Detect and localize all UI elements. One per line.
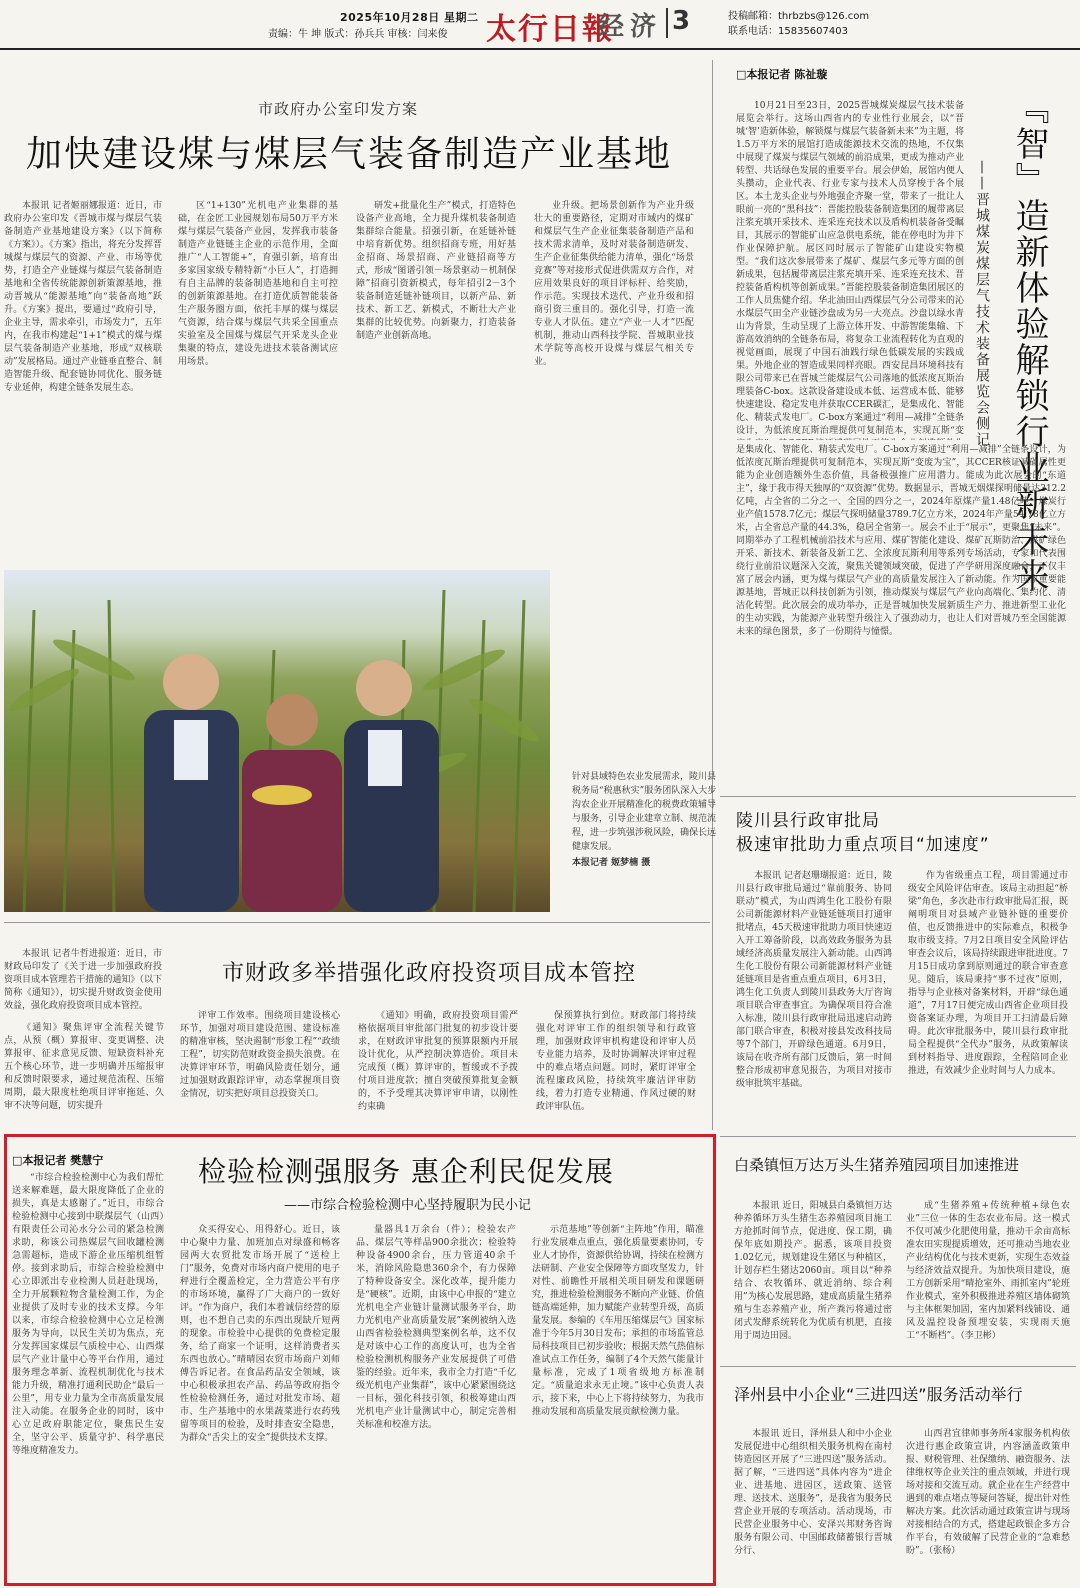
lingchuan-col-2 <box>908 870 1068 1125</box>
lingchuan-headline-2: 极速审批助力重点项目“加速度” <box>736 835 990 855</box>
jianyan-col-3-text: 量器具1万余台（件）；检验农产品、煤层气等样品900余批次；检验特种设备4900余台，压力管道40余千米，消除风险隐患360余个，有力保障了特种设备安全。深化改革，提升能力是“硬核”。近期，由该中心申报的“建立光机电全产业链计量测试服务平台，助力光机电产业高质量发展”案例被纳入选山西省检验检测典型案例名单，这不仅是对该中心工作的高度认可，也为全省检验检测机构服务产业发展提供了可借鉴的经验。近年来，我市全力打造“千亿级光机电产业集群”，该中心紧紧围绕这一目标，强化科技引领，积极筹建山西光机电产业计量测试中心，制定完善相关标准和校准方法。 <box>356 1225 516 1430</box>
zezhou-col-1 <box>734 1428 892 1582</box>
lead-headline: 加快建设煤与煤层气装备制造产业基地 <box>26 134 673 175</box>
jianyan-col-2 <box>180 1224 340 1580</box>
lingchuan-col-2-text: 作为省级重点工程，项目需通过市级安全风险评估审查。该局主动担起“桥梁”角色，多次赴市行政审批局汇报，既阐明项目对县域产业链补链的重要价值，也反馈推进中的实际难点，积极争取市级支持。7月2日项目安全风险评估审查会议后，该局持续跟进审批进度。7月15日成功拿到原则通过的联合审查意见。随后，该局秉持“事不过夜”原则，指导与企业核对备案材料，开辟“绿色通道”，7月17日便完成山西省企业项目投资备案证办理，为项目开工扫清最后障碍。此次审批服务中，陵川县行政审批局全程提供“全代办”服务，从政策解读到材料指导、进度跟踪，全程陪同企业推进，有效减少企业时间与人力成本。 <box>908 871 1068 1076</box>
newspaper-logo: 太行日報 <box>486 12 614 47</box>
finance-col-2 <box>180 1010 340 1126</box>
finance-col-1 <box>4 1022 164 1126</box>
jianyan-col-4-text: 示范基地”等创新“主阵地”作用，瞄准行业发展难点重点，强化质量要素协同，专业人才协作，资源供给协调，持续在检测方法研制、产业安全保障等方面攻坚发力，针对性、前瞻性开展相关项目研发和课题研究，推进检验检测服务不断向产业链、价值链高端延伸，加力赋能产业转型升级，高质量发展。参编的《车用压缩煤层气》国家标准于今年5月30日发布；承担的市场监管总局科技项目已初步验收；根据天然气热值标准试点工作任务，编制了4个天然气能量计量标准，完成了1项省级地方标准制定。“质量追求永无止境。”该中心负责人表示，接下来，中心上下将持续努力，为我市推动发展和高质量发展贡献检测力量。 <box>532 1225 704 1417</box>
feature-body-top <box>736 100 964 440</box>
jianyan-subtitle: ——市综合检验检测中心坚持履职为民小记 <box>284 1198 532 1213</box>
finance-col-3 <box>358 1010 518 1126</box>
baisang-headline: 白桑镇恒万达万头生猪养殖园项目加速推进 <box>734 1156 1020 1174</box>
jianyan-col-3 <box>356 1224 516 1580</box>
lead-col-4 <box>534 200 694 532</box>
finance-col-4 <box>536 1010 696 1126</box>
photo-credit: 本报记者 姬梦楠 摄 <box>572 858 651 868</box>
feature-body-bottom <box>736 444 1066 784</box>
feature-body-text: 10月21日至23日，2025晋城煤炭煤层气技术装备展览会举行。这场山西省内的专业性行业展会，以“晋城‘智’造新体验，解锁煤与煤层气装备新未来”为主题，将1.5万平方米的展馆打造成能源技术交流的热地，不仅集中展现了煤炭与煤层气领域的前沿成果，更成为推动产业转型、共话绿色发展的重要平台。展会伊始，展馆内便人头攒动，企业代表、行业专家与技术人员穿梭于各个展区。本土龙头企业与外地强企齐聚一堂，带来了一批让人眼前一亮的“黑科技”：晋能控股装备制造集团的履带离层注浆充填开采技术、连采连充技术以及盾构机装备备受瞩目，其展示的智能矿山应急供电系统，能在停电时为井下作业保障护航。展区同时展示了智能矿山建设实物模型。“我们这次参展带来了煤矿、煤层气多元等方面的创新成果，包括履带离层注浆充填开采、连采连充技术、晋控装备盾构机等创新成果。”晋能控股装备制造集团展区的工作人员焦健介绍。华北油田山西煤层气分公司带来的沁水煤层气田全产业链沙盘成为另一大亮点。沙盘以绿水青山为背景，生动呈现了上游立体开发、中游智能集输、下游高效消纳的全链条布局，将复杂工业流程转化为直观的视觉画面，展现了中国石油践行绿色低碳发展的实践成果。外地企业的智造成果同样亮眼。西安昆昌环境科技有限公司带来已在晋城兰能煤层气公司落地的低浓度瓦斯治理装备C-box。这款设备建设成本低、运营成本低、能够快速建设、稳定发电并获取CCER碳汇，是集成化、智能化、精装式发电厂。C-box方案通过“利用—减排”全链条设计，为低浓度瓦斯治理提供可复制范本，实现瓦斯“变 <box>736 101 964 436</box>
jianyan-headline: 检验检测强服务 惠企利民促发展 <box>198 1155 614 1188</box>
masthead-divider <box>666 8 668 38</box>
section-name: 经济 <box>598 12 663 42</box>
lead-kicker: 市政府办公室印发方案 <box>258 100 419 118</box>
baisang-col-1 <box>734 1200 892 1358</box>
finance-col-4-text: 保预算执行到位。财政部门将持续强化对评审工作的组织领导和行政管理，加强财政评审机构建设和评审人员专业能力培养，及时协调解决评审过程中的难点堵点问题。同时，紧盯评审全流程廉政风险，持续筑牢廉洁评审防线，着力打造专业精通、作风过硬的财政评审队伍。 <box>536 1011 696 1112</box>
photo-illustration <box>4 570 550 912</box>
lead-col-2 <box>178 200 338 532</box>
column-divider <box>712 60 713 1130</box>
baisang-col-2 <box>906 1200 1070 1358</box>
jianyan-col-1 <box>12 1172 164 1580</box>
lead-col-1-text: 本报讯 记者姬丽娜报道：近日，市政府办公室印发《晋城市煤与煤层气装备制造产业基地建设方案》（以下简称《方案》）。《方案》指出，将充分发挥晋城煤与煤层气的资源、产业、市场等优势，打造全产业链煤与煤层气装备制造基地和全省传统能源创新策源基地，推动晋城从“能源基地”向“装备高地”跃升。《方案》提出，要通过“政府引导，企业主导，需求牵引，市场发力”，五年内，在我市构建起“1+1”模式的煤与煤层气装备制造产业基地，形成“双核联动”发展格局。通过产业链垂直整合、制造智能升级、配套链协同优化、服务链专业延伸，构建全链条发展生态。 <box>4 201 162 393</box>
lingchuan-headline-1: 陵川县行政审批局 <box>736 811 880 831</box>
masthead <box>0 0 1080 50</box>
editor-credits: 责编：牛 坤 版式：孙兵兵 审核：闫来俊 <box>268 29 448 40</box>
zezhou-divider <box>720 1366 1076 1367</box>
feature-subtitle: ——晋城煤炭煤层气技术装备展览会侧记 <box>974 160 990 448</box>
lead-col-3 <box>356 200 516 532</box>
page-number: 3 <box>672 6 691 36</box>
baisang-col-2-text: 成“生猪养殖+传统种植+绿色农业”三位一体的生态农业布局。这一模式不仅可减少化肥使用量，推动干余亩高标准农田实现提质增效，还可推动当地农业产业结构优化与技术更新，实现生态效益与经济效益双提升。为加快项目建设，施工方创新采用“晴抢室外、雨抓室内”轮班作业模式，室外积极推进养殖区墙体砌筑与主体框架加固，室内加紧料线铺设、通风及温控设备预埋安装，实现雨天施工“不断档”。（李卫彬） <box>906 1201 1070 1341</box>
news-photo <box>4 570 550 912</box>
lead-col-1 <box>4 200 162 532</box>
photo-caption <box>572 770 722 870</box>
feature-title: 『智』造新体验解锁行业新未来 <box>1009 90 1049 594</box>
finance-col-3-text: 《通知》明确，政府投资项目需严格依据项目审批部门批复的初步设计要求，在财政评审批复的预算限额内开展设计优化，从严控制决算造价。项目未完成预（概）算评审的，暂缓或不予拨付项目进度款；擅自突破预算批复金额的，不予受理其决算评审申请，以刚性约束确 <box>358 1011 518 1112</box>
contact-phone: 联系电话：15835607403 <box>728 26 848 37</box>
issue-date: 2025年10月28日 星期二 <box>340 11 479 24</box>
zezhou-col-1-text: 本报讯 近日，泽州县人和中小企业发展促进中心组织相关服务机构在南村铸造园区开展了“三进四送”服务活动。据了解，“三进四送”具体内容为“进企业、进基地、进园区，送政策、送管理、送技术、送服务”，是我省为服务民营企业开展的专项活动。活动现场，市民营企业服务中心、安泽兴邦财务咨询服务有限公司、中国邮政储蓄银行晋城分行、 <box>734 1429 892 1556</box>
finance-divider <box>4 922 710 923</box>
baisang-divider <box>720 1136 1076 1137</box>
finance-col-2-text: 评审工作效率。围绕项目建设核心环节，加强对项目建设范围、建设标准的精准审核，坚决遏制“形象工程”“政绩工程”，切实防范财政资金损失浪费。在决算评审环节，明确风险责任划分，通过加强财政跟踪评审，动态掌握项目资金情况，切实把好项目总投资关口。 <box>180 1011 340 1099</box>
feature-byline: □本报记者 陈祉璇 <box>736 68 828 81</box>
feature-body-continued: 是集成化、智能化、精装式发电厂。C-box方案通过“利用—减排”全链条设计，为低浓度瓦斯治理提供可复制范本，实现瓦斯“变废为宝”，其CCER核证减碳属性更能为企业创造额外生态价值，具备极强推广应用潜力。能成为此次展会的“东道主”，缘于我市得天独厚的“双资源”优势。数据显示，晋城无烟煤探明储量达312.2亿吨，占全省的二分之一、全国的四分之一，2024年原煤产量1.48亿吨，煤炭行业产值1578.7亿元；煤层气探明储量3789.7亿立方米，2024年产量54.78亿立方米，占全省总产量的44.3%，稳居全省第一。展会不止于“展示”，更聚焦“未来”。同期举办了工程机械前沿技术与应用、煤矿智能化建设、煤矿瓦斯防治、煤矿绿色开采、新技术、新装备及新工艺、全浓度瓦斯利用等系列专场活动，专家和代表围绕行业前沿议题深入交流，聚焦关键领域突破，促进了产学研用深度融合，不仅丰富了展会内涵，更为煤与煤层气产业的高质量发展注入了新动能。作为国家重要能源基地，晋城正以科技创新为引领，推动煤炭与煤层气产业向高端化、集约化、清洁化转型。此次展会的成功举办，正是晋城加快发展新质生产力、推进新型工业化的生动实践，为能源产业转型升级注入了强劲动力，也让人们对晋城乃至全国能源未来的绿色图景，多了一份期待与憧憬。 <box>736 445 1066 637</box>
zezhou-col-2-text: 山西君宜律师事务所4家服务机构依次进行惠企政策宣讲，内容涵盖政策申报、财税管理、社保缴纳、融资服务、法律维权等企业关注的重点领域，并进行现场对接和交流互动。就企业在生产经营中遇到的难点堵点等疑问答疑，提出针对性解决方案。此次活动通过政策宣讲与现场对接相结合的方式，搭建起政银企多方合作平台，有效破解了民营企业的“急难愁盼”。（张杨） <box>906 1429 1070 1556</box>
zezhou-col-2 <box>906 1428 1070 1582</box>
lead-col-4-text: 业升级。把场景创新作为产业升级壮大的重要路径，定期对市域内的煤矿和煤层气生产企业征集装备制造产品和技术需求清单，及时对装备制造研发、生产企业征集供给能力清单，强化“场景竞赛”等对接形式促进供需双方合作，对应用效果良好的项目评标杆、给奖励，作示范。实现技术迭代、产业升级和招商引资三重目的。强化引导，打造一流专业人才队伍。建立“产业一人才”匹配机制，推动山西科技学院、晋城职业技术学院等高校开设煤与煤层气相关专业。 <box>534 201 694 367</box>
finance-headline: 市财政多举措强化政府投资项目成本管控 <box>222 961 637 986</box>
contact-email: 投稿邮箱：thrbzbs@126.com <box>728 11 870 22</box>
lingchuan-col-1-text: 本报讯 记者赵珊瑚报道：近日，陵川县行政审批局通过“靠前服务、协同联动”模式，为山西鸿生化工股份有限公司新能源材料产业链延链项目打通审批堵点，45天极速审批助力项目快速迈入开工筹备阶段，以高效政务服务为县域经济高质量发展注入新动能。山西鸿生化工股份有限公司新能源材料产业链延链项目是省重点重点项目，6月3日，鸿生化工负责人到陵川县政务大厅咨询项目联合审查事宜。为确保项目符合准入标准，陵川县行政审批局迅速启动跨部门联合审查，积极对接县发改科技局等7个部门，开辟绿色通道。6月9日，该局在收齐所有部门反馈后，第一时间整合形成初审意见报告，为项目对接市级审批筑牢基础。 <box>736 871 892 1089</box>
jianyan-col-2-text: 众买得安心、用得舒心。近日，该中心聚中力量、加班加点对绿盛和畅客园两大农贸批发市场开展了“送检上门”服务，免费对市场内商户使用的电子秤进行全覆盖检定，全力营造公平有序的市场环境，赢得了广大商户的一致好评。“作为商户，我们本着诚信经营的原则，也不想自己卖的东西出现缺斤短两的现象。市检验中心提供的免费检定服务，给了商家一个证明，这样消费者买东西也放心。”晴晴园农贸市场商户刘师傅告诉记者。在食品药品安全领域，该中心积极承担农产品、药品等政府指令性检验检测任务，通过对批发市场、超市、生产基地中的水果蔬菜进行农药残留等项目的检验，及时排查安全隐患，为群众“舌尖上的安全”提供技术支撑。 <box>180 1225 340 1443</box>
jianyan-byline: □本报记者 樊慧宁 <box>12 1154 104 1167</box>
baisang-col-1-text: 本报讯 近日，阳城县白桑镇恒万达种养循环万头生猪生态养殖园项目施工方抢抓时间节点，促进度、保工期，确保年底如期投产。据悉，该项目投资1.02亿元，规划建设生猪区与种植区，计划存栏生猪达2060亩。项目以“种养结合、农牧循环、就近消纳、综合利用”为核心发展思路，建成高质量生猪养殖与生态养殖产业，所产粪污将通过密闭式发酵系统转化为优质有机肥，直接用于周边田园。 <box>734 1201 892 1341</box>
finance-lead-text: 本报讯 记者牛哲进报道：近日，市财政局印发了《关于进一步加强政府投资项目成本管理若干措施的通知》（以下简称《通知》），切实提升财政资金使用效益，强化政府投资项目成本管控。 <box>4 949 162 1011</box>
photo-caption-text: 针对县域特色农业发展需求，陵川县税务局“税惠秋实”服务团队深入大步沟农企业开展精准化的税费政策辅导与服务，引导企业建章立制、规范流程，进一步筑强涉税风险，确保长远健康发展。 <box>572 772 717 852</box>
jianyan-col-4 <box>532 1224 704 1580</box>
zezhou-headline: 泽州县中小企业“三进四送”服务活动举行 <box>734 1385 1023 1404</box>
finance-col-1-text: 《通知》聚焦评审全流程关键节点，从预（概）算报审、变更调整、决算报审、征求意见反馈、短缺资料补充五个核心环节，进一步明确并压缩报审和反馈时限要求，通过规范流程、压缩周期，最大限度杜绝项目评审拖延、久审不决等问题，切实提升 <box>4 1023 164 1111</box>
lingchuan-col-1 <box>736 870 892 1125</box>
feature-divider <box>720 796 1076 797</box>
lead-col-3-text: 研发+批量化生产”模式，打造特色设备产业高地，全力提升煤机装备制造集群综合能量。招强引新，在延链补链中培育新优势。组织招商专班，用好基金招商、场景招商、产业链招商等方式，形成“图谱引领－场景驱动－机制保障”招商引资新模式，每年招引2－3个装备制造延链补链项目，以新产品、新技术、新工艺、新模式，不断壮大产业集群的比较优势。向新聚力，打造装备制造产业创新高地。 <box>356 201 516 341</box>
jianyan-col-1-text: “市综合检验检测中心为我们帮忙送来解难题，最大限度降低了企业的损失，真是太感谢了。”近日，市综合检验检测中心接到中联煤层气（山西）有限责任公司沁水分公司的紧急检测求助，称该公司热媒层气回收罐检测急需超标，造成下游企业压缩机组暂停。接到求助后，市综合检验检测中心立即派出专业检测人员赶赴现场，全力开展颗粒物含量检测工作，为企业提供了及时专业的技术支撑。今年以来，市综合检验检测中心立足检测服务为导向，以民生关切为焦点，充分发挥国家煤层气质检中心、山西煤层气产业计量中心等平台作用，通过服务理念革新、流程机制优化与技术能力升级，精准打通利民助企“最后一公里”，用专业力量为全市高质量发展注入动能。在服务企业的同时，该中心立足政府职能定位，聚焦民生安全，坚守公平、质量守护、科学惠民等维度精准发力。 <box>12 1173 164 1456</box>
lead-col-2-text: 区“1+130”光机电产业集群的基础，在金匠工业园规划布局50万平方米煤与煤层气装备产业园，发挥我市装备制造产业链链主企业的示范作用，全面推广“人工智能+”，育强引新，培育出多家国家级专精特新“小巨人”，打造拥有自主品牌的装备制造基地和自主可控的创新策源基地。在打造优质智能装备生产服务圈方面，依托丰厚的煤与煤层气资源，结合煤与煤层气共采全国重点实验室及全国煤与煤层气开采龙头企业集聚的特点，建设先进技术装备测试应用场景。 <box>178 201 338 367</box>
contact-info <box>728 9 869 39</box>
